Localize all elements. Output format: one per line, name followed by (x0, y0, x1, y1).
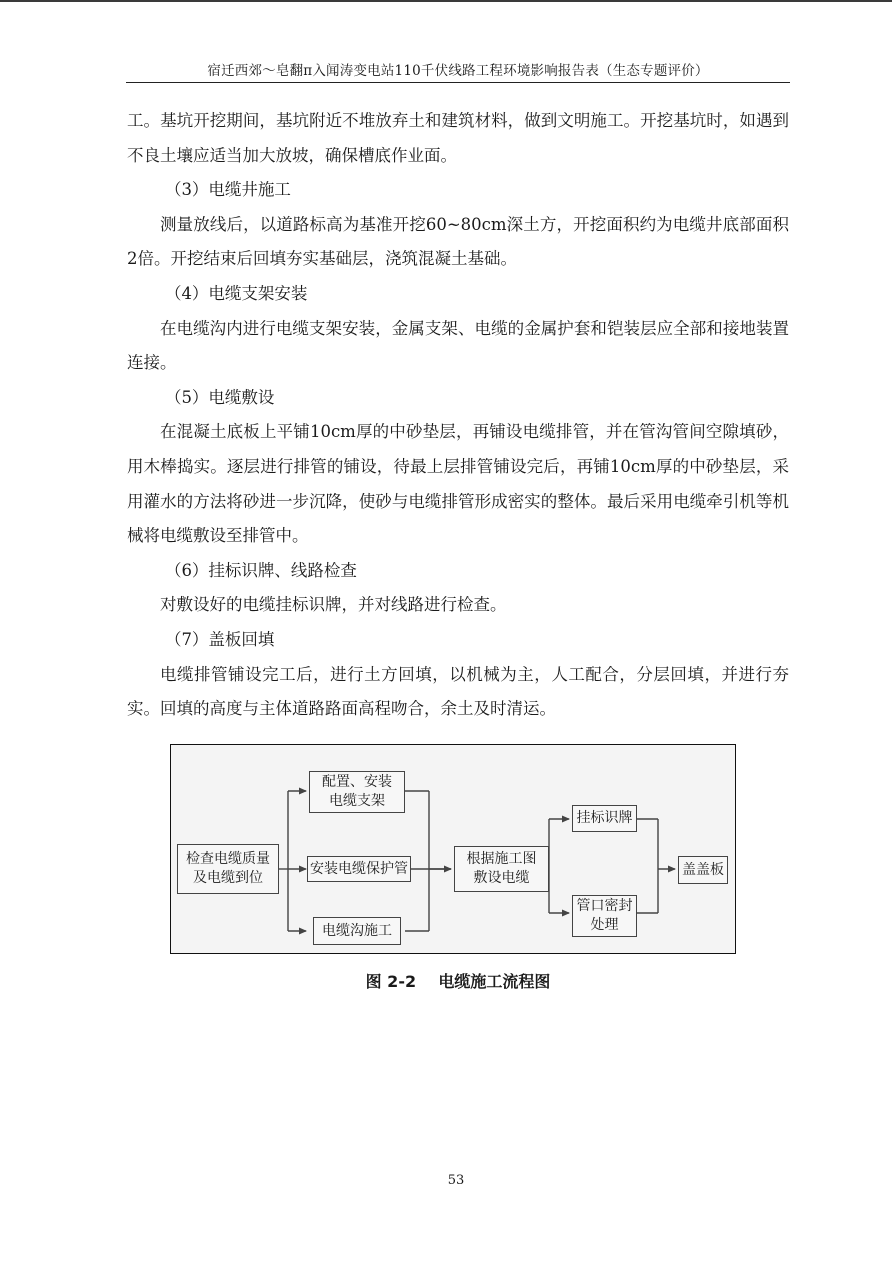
node-install-bracket: 配置、安装 电缆支架 (309, 771, 405, 813)
top-border-rule (0, 0, 892, 2)
paragraph-cover-backfill: 电缆排管铺设完工后，进行土方回填，以机械为主，人工配合，分层回填，并进行夯实。回填的高度与主体道路路面高程吻合，余土及时清运。 (127, 664, 789, 719)
paragraph-cable-well: 测量放线后，以道路标高为基准开挖60~80cm深土方，开挖面积约为电缆井底部面积2倍。开挖结束后回填夯实基础层，浇筑混凝土基础。 (127, 214, 789, 269)
section-heading-cover-backfill: （7）盖板回填 (164, 629, 275, 649)
paragraph-continuation: 工。基坑开挖期间，基坑附近不堆放弃土和建筑材料，做到文明施工。开挖基坑时，如遇到不良土壤应适当加大放坡，确保槽底作业面。 (127, 111, 789, 165)
paragraph-sign-inspection: 对敷设好的电缆挂标识牌，并对线路进行检查。 (160, 595, 507, 615)
node-install-protective-pipe: 安装电缆保护管 (307, 856, 411, 882)
running-header: 宿迁西郊～皂翻π入闻涛变电站110千伏线路工程环境影响报告表（生态专题评价） (207, 63, 709, 79)
node-lay-cable-per-drawing: 根据施工图 敷设电缆 (454, 846, 549, 892)
paragraph-cable-bracket: 在电缆沟内进行电缆支架安装，金属支架、电缆的金属护套和铠装层应全部和接地装置连接。 (127, 318, 789, 373)
section-heading-cable-bracket: （4）电缆支架安装 (164, 283, 308, 303)
page-number: 53 (447, 1173, 465, 1188)
node-check-cable: 检查电缆质量 及电缆到位 (177, 844, 279, 894)
node-hang-sign: 挂标识牌 (572, 805, 637, 832)
cable-construction-flowchart (170, 744, 736, 954)
node-cable-trench-work: 电缆沟施工 (313, 917, 401, 945)
section-heading-sign-inspection: （6）挂标识牌、线路检查 (164, 560, 357, 580)
figure-caption: 图 2-2 电缆施工流程图 (365, 972, 551, 991)
section-heading-cable-well: （3）电缆井施工 (164, 180, 291, 200)
section-heading-cable-laying: （5）电缆敷设 (164, 387, 275, 407)
body-text (127, 104, 789, 727)
node-cover-plate: 盖盖板 (678, 856, 728, 884)
paragraph-cable-laying: 在混凝土底板上平铺10cm厚的中砂垫层，再铺设电缆排管，并在管沟管间空隙填砂，用木棒捣实。逐层进行排管的铺设，待最上层排管铺设完后，再铺10cm厚的中砂垫层，采用灌水的方法将砂进一步沉降，使砂与电缆排管形成密实的整体。最后采用电缆牵引机等机械将电缆敷设至排管中。 (127, 422, 789, 546)
node-seal-pipe-mouth: 管口密封 处理 (572, 895, 637, 937)
header-rule (126, 82, 790, 83)
